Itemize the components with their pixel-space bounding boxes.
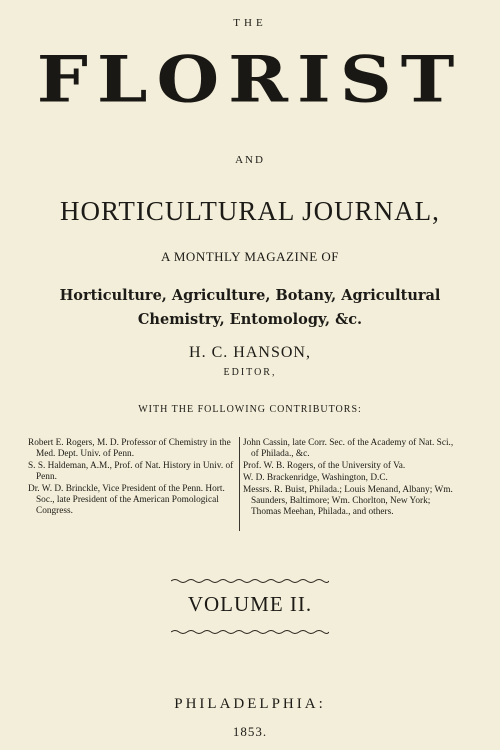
subjects-line-2: Chemistry, Entomology, &c. [137, 311, 363, 328]
title-article: THE [233, 17, 267, 29]
subjects-line-1: Horticulture, Agriculture, Botany, Agricultural [59, 287, 441, 304]
contributors-heading: WITH THE FOLLOWING CONTRIBUTORS: [138, 404, 362, 415]
subtitle: HORTICULTURAL JOURNAL, [60, 196, 440, 226]
volume-label: VOLUME II. [187, 592, 313, 616]
contributor-entry: Robert E. Rogers, M. D. Professor of Chemistry in the Med. Dept. Univ. of Penn. [28, 438, 231, 459]
contributor-entry: Prof. W. B. Rogers, of the University of Va. [243, 461, 406, 471]
main-title: FLORIST [36, 41, 464, 117]
title-conjunction: AND [235, 154, 265, 166]
publication-city: PHILADELPHIA: [174, 696, 326, 712]
publication-year: 1853. [232, 724, 268, 739]
contributor-entry: W. D. Brackenridge, Washington, D.C. [243, 473, 388, 483]
editor-role: EDITOR, [223, 367, 277, 378]
contributors-left-column [28, 438, 236, 518]
contributor-entry: John Cassin, late Corr. Sec. of the Academy of Nat. Sci., of Philada., &c. [243, 438, 454, 459]
contributor-entry: S. S. Haldeman, A.M., Prof. of Nat. History in Univ. of Penn. [28, 461, 234, 482]
contributors-right-column [243, 438, 461, 519]
contributor-entry: Dr. W. D. Brinckle, Vice President of the Penn. Hort. Soc., late President of the American Pomological Congress. [28, 484, 225, 516]
column-divider [239, 437, 240, 531]
contributor-entry: Messrs. R. Buist, Philada.; Louis Menand, Albany; Wm. Saunders, Baltimore; Wm. Chorlton, New York; Thomas Meehan, Philada., and others. [243, 485, 453, 517]
editor-name: H. C. HANSON, [189, 344, 311, 361]
decorative-rule-bottom [171, 629, 329, 635]
decorative-rule-top [171, 578, 329, 584]
description: A MONTHLY MAGAZINE OF [160, 249, 340, 264]
